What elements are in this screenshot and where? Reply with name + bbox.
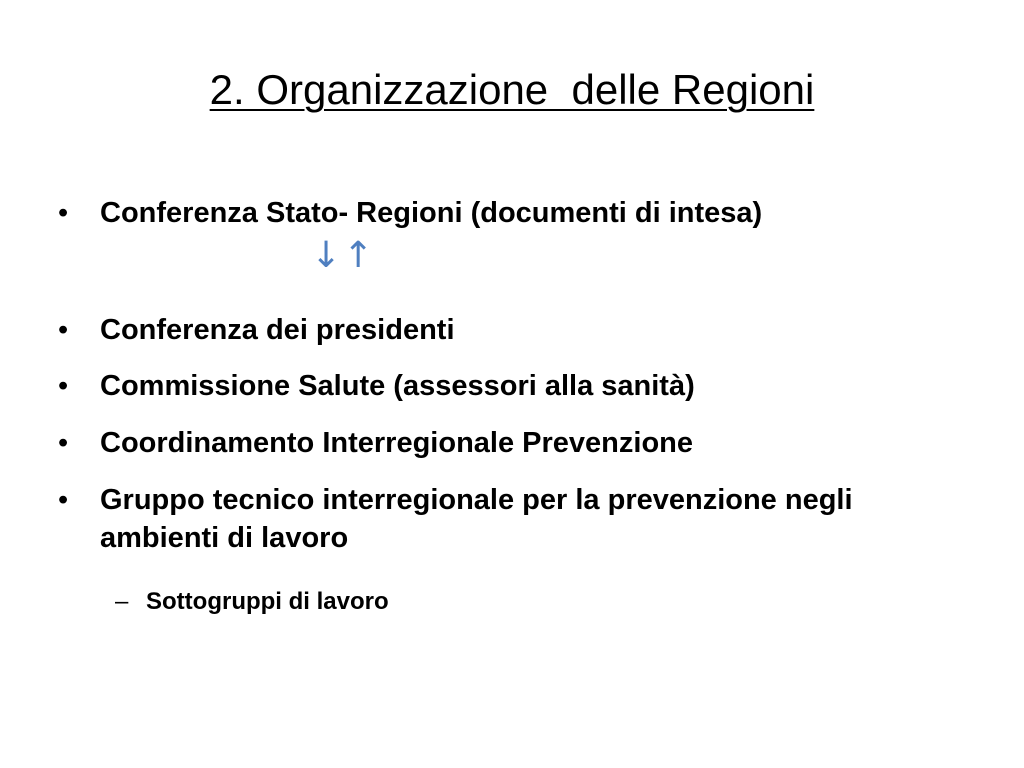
bullet-item-gruppo-tecnico — [58, 481, 938, 557]
bullet-item-conferenza-stato-regioni — [58, 194, 958, 232]
bullet-icon: • — [58, 427, 69, 459]
bullet-item-conferenza-presidenti — [58, 311, 958, 349]
sub-bullet-item-sottogruppi — [115, 586, 915, 618]
bullet-icon: • — [58, 484, 69, 516]
bullet-text: Coordinamento Interregionale Prevenzione — [100, 427, 693, 459]
bullet-icon: • — [58, 314, 69, 346]
bullet-text: Conferenza dei presidenti — [100, 314, 455, 346]
dash-icon: – — [115, 588, 129, 615]
bullet-icon: • — [58, 197, 69, 229]
bullet-text: Conferenza Stato- Regioni (documenti di intesa) — [100, 197, 763, 229]
slide-title: 2. Organizzazione delle Regioni — [209, 66, 815, 113]
bullet-text: Gruppo tecnico interregionale per la prevenzione negli ambienti di lavoro — [100, 484, 853, 554]
bullet-item-coordinamento-interregionale — [58, 424, 958, 462]
bullet-text: Commissione Salute (assessori alla sanità) — [100, 370, 695, 402]
down-up-arrows-icon: ↓↑ — [311, 235, 376, 276]
bullet-icon: • — [58, 370, 69, 402]
bullet-item-commissione-salute — [58, 367, 958, 405]
sub-bullet-text: Sottogruppi di lavoro — [146, 588, 389, 615]
